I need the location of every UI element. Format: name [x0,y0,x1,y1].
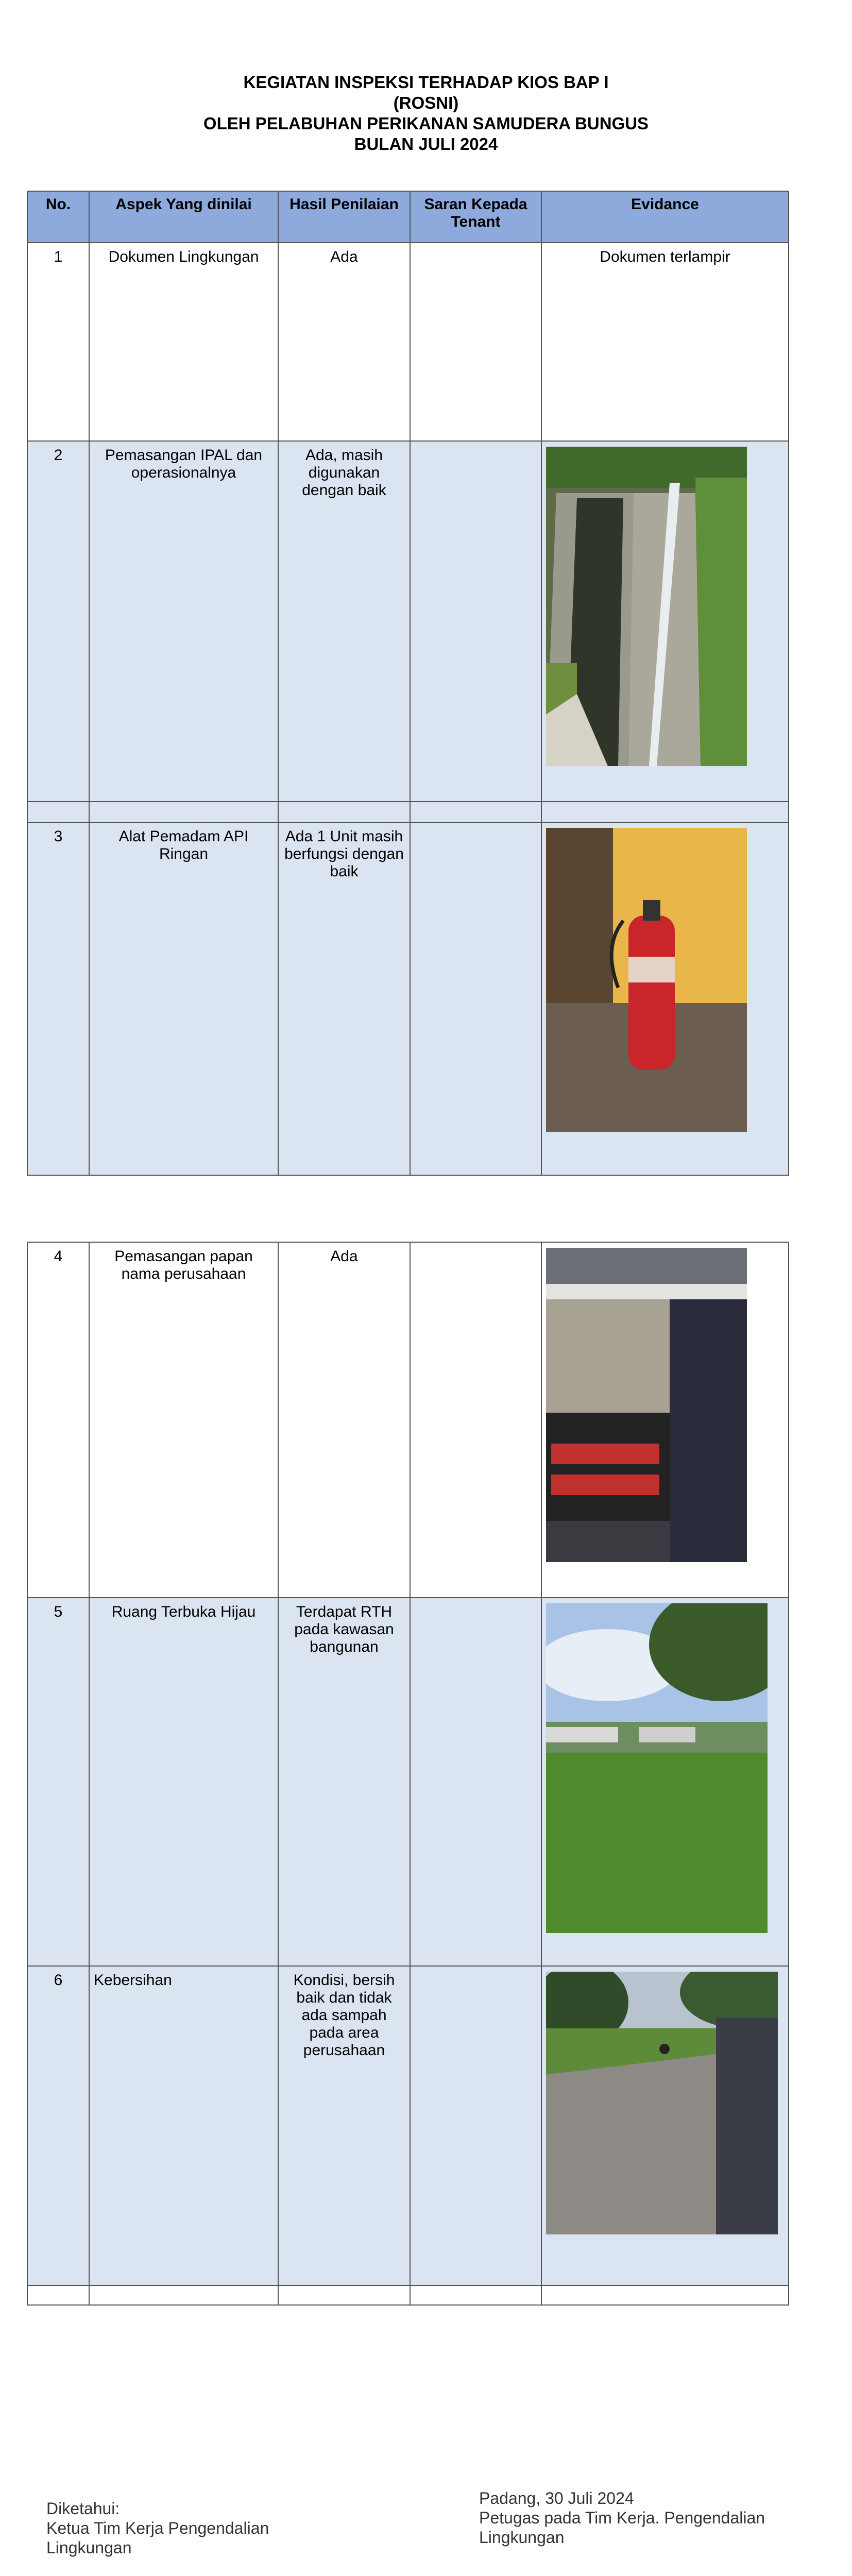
header-aspek: Aspek Yang dinilai [89,191,278,243]
photo-paved-yard [546,1972,778,2234]
header-no: No. [27,191,89,243]
cell-hasil: Terdapat RTH pada kawasan bangunan [278,1598,410,1966]
table-header-row [27,191,789,243]
cell-evidance [541,1966,789,2285]
cell-saran [410,822,541,1175]
cell-no: 1 [27,243,89,441]
cell-no: 6 [27,1966,89,2285]
table-row [27,1966,789,2285]
cell-hasil: Kondisi, bersih baik dan tidak ada sampah pada area perusahaan [278,1966,410,2285]
cell-saran [410,1242,541,1598]
cell-no: 5 [27,1598,89,1966]
cell-hasil: Ada [278,243,410,441]
place-date: Padang, 30 Juli 2024 [479,2489,634,2507]
table-row [27,243,789,441]
table-row-spacer [27,802,789,822]
cell-evidance [541,1598,789,1966]
title-line-2: (ROSNI) [393,93,459,112]
cell-no: 3 [27,822,89,1175]
photo-drainage-channel [546,447,747,766]
table-row [27,1242,789,1598]
title-line-1: KEGIATAN INSPEKSI TERHADAP KIOS BAP I [243,73,609,92]
cell-aspek: Ruang Terbuka Hijau [89,1598,278,1966]
header-hasil: Hasil Penilaian [278,191,410,243]
cell-aspek: Dokumen Lingkungan [89,243,278,441]
table-row [27,1598,789,1966]
officers-role: Petugas pada Tim Kerja. Pengendalian Lingkungan [479,2509,765,2547]
cell-evidance [541,822,789,1175]
cell-hasil: Ada 1 Unit masih berfungsi dengan baik [278,822,410,1175]
photo-green-open-space [546,1603,768,1933]
table-row-spacer [27,2285,789,2305]
title-line-4: BULAN JULI 2024 [354,134,498,154]
cell-aspek: Alat Pemadam API Ringan [89,822,278,1175]
approval-block [46,2499,314,2557]
cell-evidance [541,441,789,802]
header-saran: Saran Kepada Tenant [410,191,541,243]
table-row [27,822,789,1175]
cell-no: 4 [27,1242,89,1598]
document-title [0,72,852,155]
approval-role: Ketua Tim Kerja Pengendalian Lingkungan [46,2519,269,2557]
cell-hasil: Ada, masih digunakan dengan baik [278,441,410,802]
cell-saran [410,441,541,802]
officers-block [479,2488,829,2547]
header-evidance: Evidance [541,191,789,243]
photo-fire-extinguisher [546,828,747,1132]
table-row [27,441,789,802]
photo-company-signboard [546,1248,747,1562]
cell-aspek: Kebersihan [89,1966,278,2285]
cell-saran [410,1598,541,1966]
cell-no: 2 [27,441,89,802]
cell-aspek: Pemasangan IPAL dan operasionalnya [89,441,278,802]
inspection-table-part-2 [27,1242,789,2306]
cell-aspek: Pemasangan papan nama perusahaan [89,1242,278,1598]
cell-evidance: Dokumen terlampir [541,243,789,441]
cell-hasil: Ada [278,1242,410,1598]
inspection-table-part-1 [27,191,789,1176]
title-line-3: OLEH PELABUHAN PERIKANAN SAMUDERA BUNGUS [203,114,649,133]
approval-label: Diketahui: [46,2499,120,2518]
cell-evidance [541,1242,789,1598]
cell-saran [410,1966,541,2285]
cell-saran [410,243,541,441]
